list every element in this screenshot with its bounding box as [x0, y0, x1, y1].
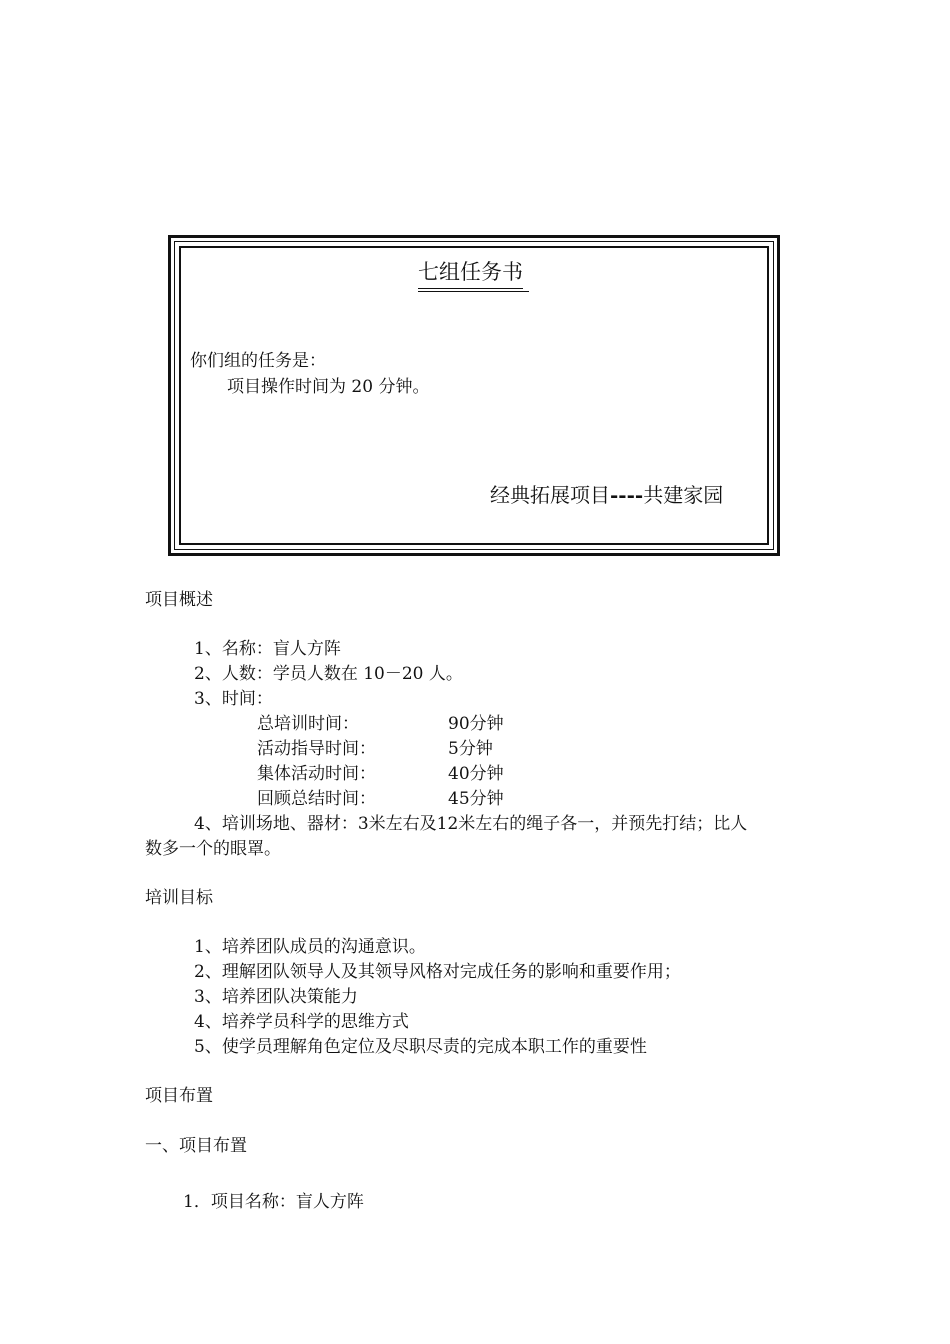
goal-item-2: 2、理解团队领导人及其领导风格对完成任务的影响和重要作用；	[194, 962, 681, 982]
time-value-group: 40分钟	[448, 764, 504, 784]
time-value-review: 45分钟	[448, 789, 504, 809]
overview-item-time: 3、时间：	[194, 689, 273, 709]
task-time: 项目操作时间为 20 分钟。	[227, 377, 430, 397]
goal-item-4: 4、培养学员科学的思维方式	[194, 1012, 409, 1032]
task-intro: 你们组的任务是：	[190, 351, 326, 371]
time-label-review: 回顾总结时间：	[257, 789, 376, 809]
overview-item-venue-line2: 数多一个的眼罩。	[145, 839, 281, 859]
overview-item-venue-line1: 4、培训场地、器材：3米左右及12米左右的绳子各一，并预先打结；比人	[194, 814, 748, 834]
layout-heading: 项目布置	[145, 1086, 213, 1106]
task-card-footer	[490, 482, 723, 508]
footer-suffix: 共建家园	[643, 483, 724, 507]
overview-heading: 项目概述	[145, 590, 213, 610]
goal-item-1: 1、培养团队成员的沟通意识。	[194, 937, 426, 957]
time-label-total: 总培训时间：	[257, 714, 359, 734]
overview-item-name: 1、名称：盲人方阵	[194, 639, 341, 659]
time-label-group: 集体活动时间：	[257, 764, 376, 784]
overview-item-count: 2、人数：学员人数在 10－20 人。	[194, 664, 463, 684]
layout-subheading: 一、项目布置	[145, 1136, 247, 1156]
footer-prefix: 经典拓展项目	[490, 483, 610, 507]
task-card-title-double-underline	[418, 291, 529, 292]
goals-heading: 培训目标	[145, 888, 213, 908]
footer-dashes: ----	[610, 483, 644, 507]
goal-item-5: 5、使学员理解角色定位及尽职尽责的完成本职工作的重要性	[194, 1037, 647, 1057]
time-value-guidance: 5分钟	[448, 739, 493, 759]
time-value-total: 90分钟	[448, 714, 504, 734]
goal-item-3: 3、培养团队决策能力	[194, 987, 358, 1007]
task-card-title: 七组任务书	[418, 259, 523, 289]
time-label-guidance: 活动指导时间：	[257, 739, 376, 759]
layout-item-1: 1．项目名称：盲人方阵	[183, 1192, 364, 1212]
